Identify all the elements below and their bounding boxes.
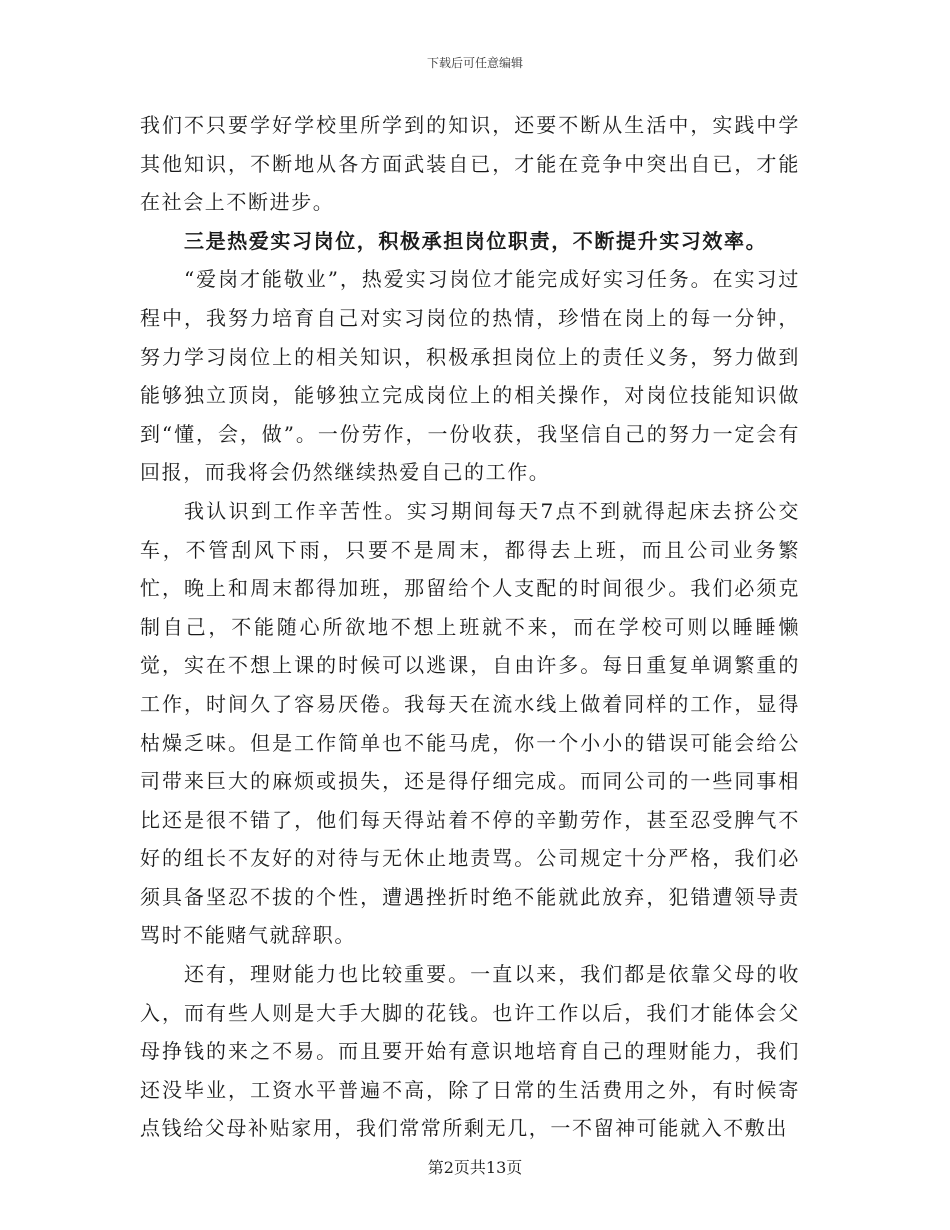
paragraph-hard-work: 我认识到工作辛苦性。实习期间每天7点不到就得起床去挤公交车，不管刮风下雨，只要不是周末，都得去上班，而且公司业务繁忙，晚上和周末都得加班，那留给个人支配的时间很少。我们必须克制自己，不能随心所欲地不想上班就不来，而在学校可则以睡睡懒觉，实在不想上课的时候可以逃课，自由许多。每日重复单调繁重的工作，时间久了容易厌倦。我每天在流水线上做着同样的工作，显得枯燥乏味。但是工作简单也不能马虎，你一个小小的错误可能会给公司带来巨大的麻烦或损失，还是得仔细完成。而同公司的一些同事相比还是很不错了，他们每天得站着不停的辛勤劳作，甚至忍受脾气不好的组长不友好的对待与无休止地责骂。公司规定十分严格，我们必须具备坚忍不拔的个性，遭遇挫折时绝不能就此放弃，犯错遭领导责骂时不能赌气就辞职。 xyxy=(140,498,800,948)
page-number: 第2页共13页 xyxy=(427,1158,523,1177)
paragraph-continued: 我们不只要学好学校里所学到的知识，还要不断从生活中，实践中学其他知识，不断地从各方面武装自已，才能在竞争中突出自已，才能在社会上不断进步。 xyxy=(140,113,800,215)
paragraph-love-post: “爱岗才能敬业”，热爱实习岗位才能完成好实习任务。在实习过程中，我努力培育自己对实习岗位的热情，珍惜在岗上的每一分钟，努力学习岗位上的相关知识，积极承担岗位上的责任义务，努力做到能够独立顶岗，能够独立完成岗位上的相关操作，对岗位技能知识做到“懂，会，做”。一份劳作，一份收获，我坚信自己的努力一定会有回报，而我将会仍然继续热爱自己的工作。 xyxy=(140,267,800,485)
section-heading: 三是热爱实习岗位，积极承担岗位职责，不断提升实习效率。 xyxy=(184,228,768,253)
paragraph-finance: 还有，理财能力也比较重要。一直以来，我们都是依靠父母的收入，而有些人则是大手大脚的花钱。也许工作以后，我们才能体会父母挣钱的来之不易。而且要开始有意识地培育自己的理财能力，我们还没毕业，工资水平普遍不高，除了日常的生活费用之外，有时候寄点钱给父母补贴家用，我们常常所剩无几，一不留神可能就入不敷出 xyxy=(140,962,800,1141)
document-body xyxy=(140,106,800,1148)
header-edit-note: 下载后可任意编辑 xyxy=(426,56,523,70)
